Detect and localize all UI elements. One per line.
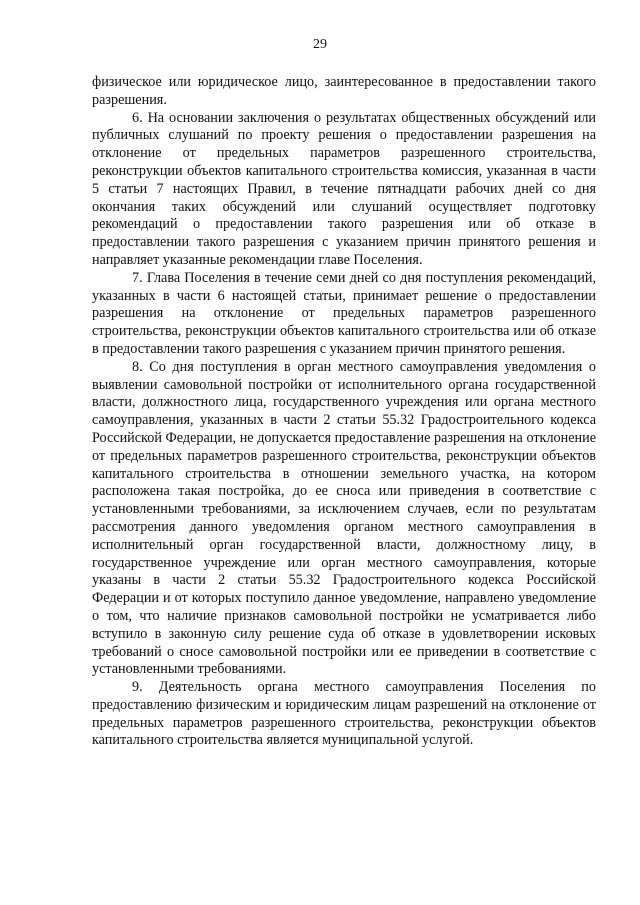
paragraph-item-6: 6. На основании заключения о результатах общественных обсуждений или публичных слушаний по проекту решения о предоставлении разрешения на отклонение от предельных параметров разрешенного строительства, реконструкции объектов капитального строительства комиссия, указанная в части 5 статьи 7 настоящих Правил, в течение пятнадцати рабочих дней со дня окончания таких обсуждений или слушаний осуществляет подготовку рекомендаций о предоставлении такого разрешения или об отказе в предоставлении такого разрешения с указанием причин принятого решения и направляет указанные рекомендации главе Поселения. (92, 109, 596, 268)
page-number: 29 (313, 37, 327, 52)
document-body (92, 74, 596, 750)
paragraph-item-9: 9. Деятельность органа местного самоуправления Поселения по предоставлению физическим и юридическим лицам разрешений на отклонение от предельных параметров разрешенного строительства, реконструкции объектов капитального строительства является муниципальной услугой. (92, 679, 596, 749)
paragraph-item-8: 8. Со дня поступления в орган местного самоуправления уведомления о выявлении самовольной постройки от исполнительного органа государственной власти, должностного лица, государственного учреждения или органа местного самоуправления, указанных в части 2 статьи 55.32 Градостроительного кодекса Российской Федерации, не допускается предоставление разрешения на отклонение от предельных параметров разрешенного строительства, реконструкции объектов капитального строительства в отношении земельного участка, на котором расположена такая постройка, до ее сноса или приведения в соответствие с установленными требованиями, за исключением случаев, если по результатам рассмотрения данного уведомления органом местного самоуправления в исполнительный орган государственной власти, должностному лицу, в государственное учреждение или орган местного самоуправления, которые указаны в части 2 статьи 55.32 Градостроительного кодекса Российской Федерации и от которых поступило данное уведомление, направлено уведомление о том, что наличие признаков самовольной постройки не усматривается либо вступило в законную силу решение суда об отказе в удовлетворении исковых требований о сносе самовольной постройки или ее приведении в соответствие с установленными требованиями. (92, 358, 596, 678)
paragraph-item-7: 7. Глава Поселения в течение семи дней со дня поступления рекомендаций, указанных в части 6 настоящей статьи, принимает решение о предоставлении разрешения на отклонение от предельных параметров разрешенного строительства, реконструкции объектов капитального строительства или об отказе в предоставлении такого разрешения с указанием причин принятого решения. (92, 269, 596, 357)
paragraph-continuation: физическое или юридическое лицо, заинтересованное в предоставлении такого разрешения. (92, 74, 596, 108)
